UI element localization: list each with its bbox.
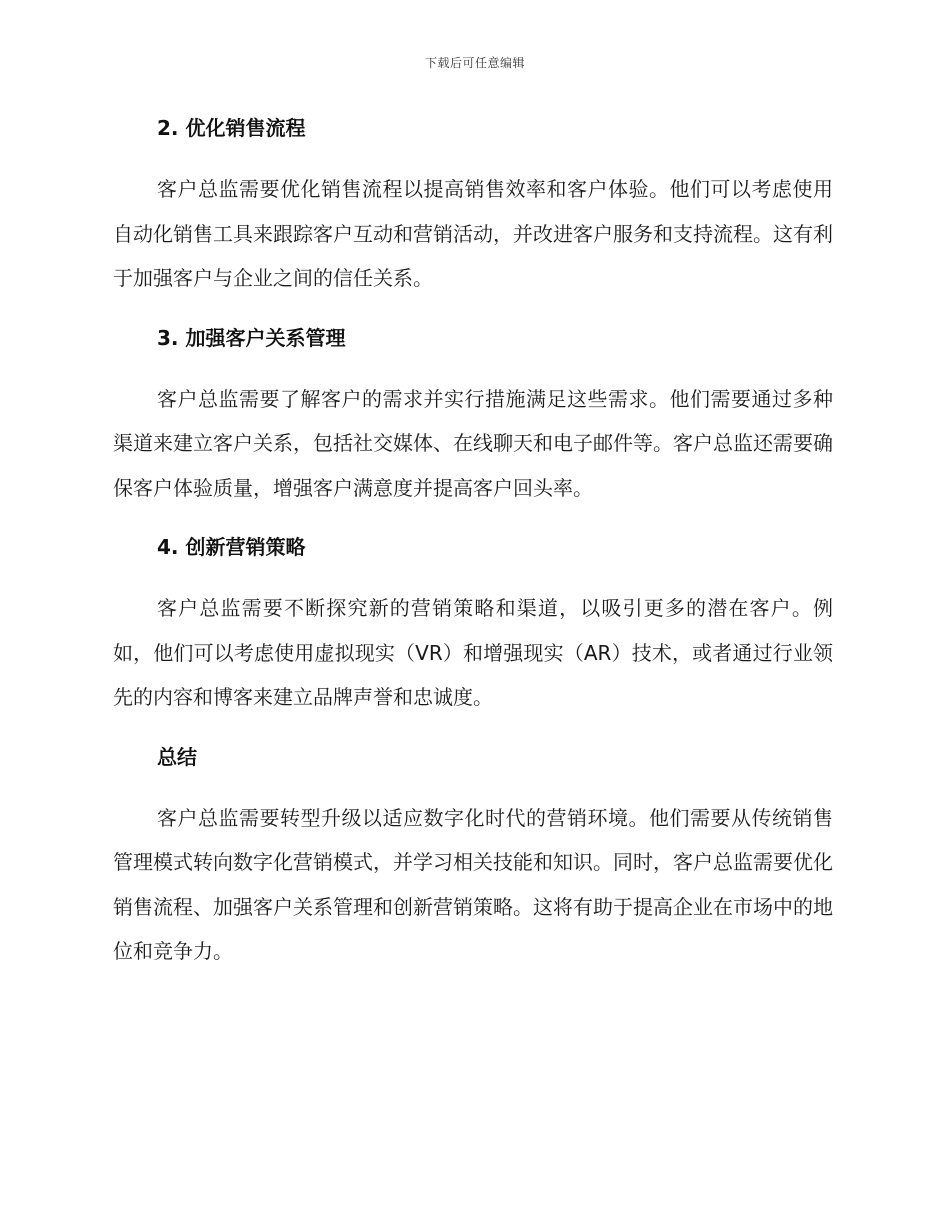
section-heading: 3. 加强客户关系管理 (157, 325, 346, 350)
section-paragraph: 客户总监需要了解客户的需求并实行措施满足这些需求。他们需要通过多种渠道来建立客户关系，包括社交媒体、在线聊天和电子邮件等。客户总监还需要确保客户体验质量，增强客户满意度并提高客户回头率。 (113, 386, 833, 500)
section-innovative-marketing (113, 529, 833, 720)
section-heading: 总结 (157, 744, 197, 769)
document-body (113, 110, 833, 993)
section-summary (113, 739, 833, 974)
section-optimize-sales-process (113, 110, 833, 301)
page-header: 下载后可任意编辑 (424, 56, 525, 70)
section-heading: 4. 创新营销策略 (157, 535, 306, 559)
section-customer-relationship (113, 320, 833, 511)
section-paragraph: 客户总监需要优化销售流程以提高销售效率和客户体验。他们可以考虑使用自动化销售工具来跟踪客户互动和营销活动，并改进客户服务和支持流程。这有利于加强客户与企业之间的信任关系。 (113, 177, 833, 290)
section-paragraph: 客户总监需要转型升级以适应数字化时代的营销环境。他们需要从传统销售管理模式转向数字化营销模式，并学习相关技能和知识。同时，客户总监需要优化销售流程、加强客户关系管理和创新营销策略。这将有助于提高企业在市场中的地位和竞争力。 (113, 805, 833, 963)
section-heading: 2. 优化销售流程 (157, 116, 306, 140)
section-paragraph: 客户总监需要不断探究新的营销策略和渠道，以吸引更多的潜在客户。例如，他们可以考虑使用虚拟现实（VR）和增强现实（AR）技术，或者通过行业领先的内容和博客来建立品牌声誉和忠诚度。 (113, 596, 833, 709)
